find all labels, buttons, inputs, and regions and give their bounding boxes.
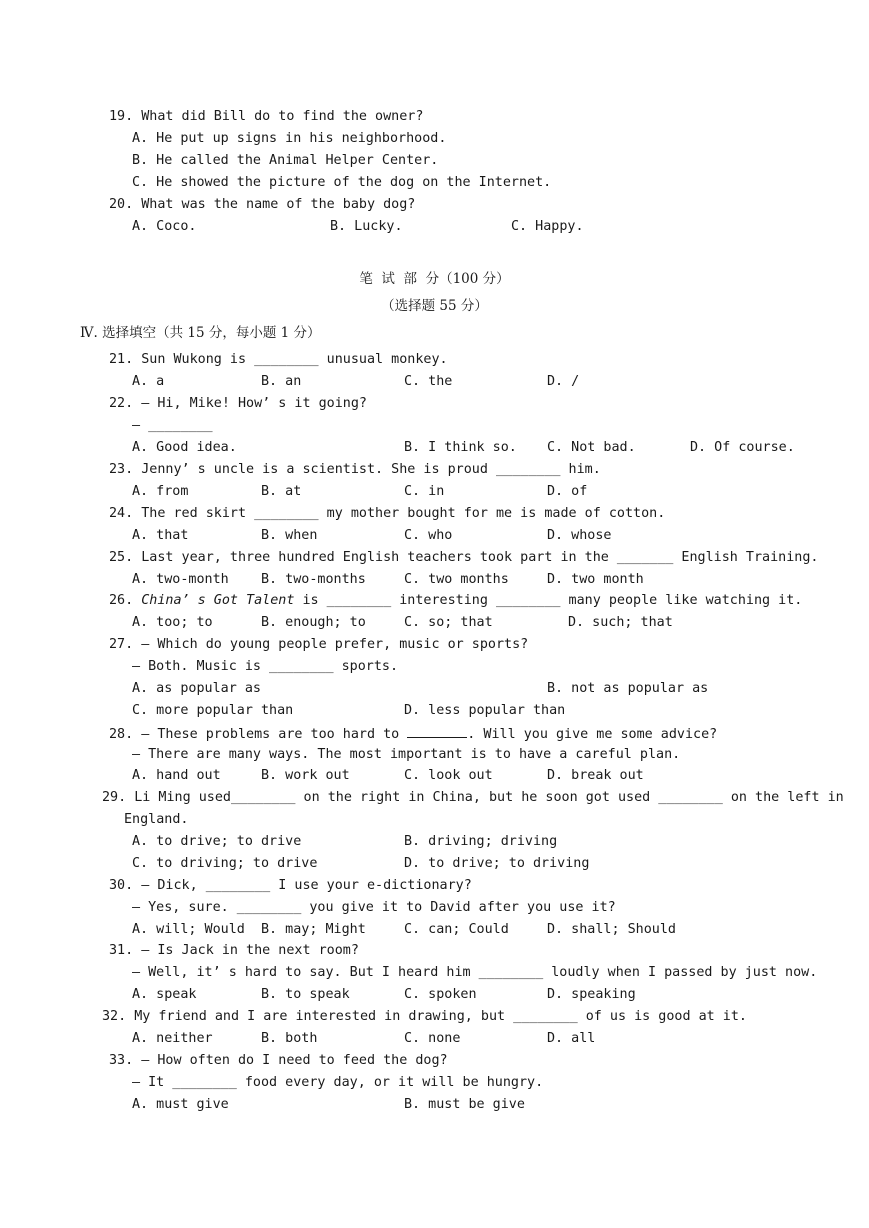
question-21-option-c: C. the [404, 374, 453, 389]
question-29-option-d: D. to drive; to driving [404, 856, 590, 871]
question-31-option-d: D. speaking [547, 987, 636, 1002]
question-26-option-c: C. so; that [404, 615, 493, 630]
question-31-stem: 31. — Is Jack in the next room? [109, 943, 359, 958]
question-20-option-b: B. Lucky. [330, 219, 403, 234]
question-26-show-title: China’ s Got Talent [141, 593, 295, 608]
question-22-answer-line: — ________ [132, 418, 213, 433]
question-26-option-d: D. such; that [568, 615, 673, 630]
question-30-option-b: B. may; Might [261, 922, 366, 937]
question-25-option-a: A. two-month [132, 572, 229, 587]
question-26-stem [109, 593, 802, 609]
question-30-stem: 30. — Dick, ________ I use your e-dictionary? [109, 878, 472, 893]
question-32-option-c: C. none [404, 1031, 461, 1046]
question-28-option-b: B. work out [261, 768, 350, 783]
question-32-stem: 32. My friend and I are interested in drawing, but ________ of us is good at it. [102, 1009, 747, 1024]
question-23-stem: 23. Jenny’ s uncle is a scientist. She is proud ________ him. [109, 462, 601, 477]
question-32-option-a: A. neither [132, 1031, 213, 1046]
question-31-option-c: C. spoken [404, 987, 477, 1002]
question-25-option-d: D. two month [547, 572, 644, 587]
question-33-stem: 33. — How often do I need to feed the dog? [109, 1053, 448, 1068]
question-20-stem: 20. What was the name of the baby dog? [109, 197, 416, 212]
question-24-stem: 24. The red skirt ________ my mother bought for me is made of cotton. [109, 506, 666, 521]
question-29-option-a: A. to drive; to drive [132, 834, 302, 849]
question-32-option-b: B. both [261, 1031, 318, 1046]
question-28-stem [109, 725, 717, 743]
question-25-option-c: C. two months [404, 572, 509, 587]
question-31-option-b: B. to speak [261, 987, 350, 1002]
question-26-stem-rest: is ________ interesting ________ many people like watching it. [302, 593, 803, 608]
question-23-option-c: C. in [404, 484, 445, 499]
question-26-number: 26. [109, 593, 134, 608]
question-19-stem: 19. What did Bill do to find the owner? [109, 109, 424, 124]
question-26-option-a: A. too; to [132, 615, 213, 630]
question-30-option-c: C. can; Could [404, 922, 509, 937]
question-23-option-b: B. at [261, 484, 302, 499]
question-24-option-c: C. who [404, 528, 453, 543]
question-24-option-a: A. that [132, 528, 189, 543]
question-22-option-a: A. Good idea. [132, 440, 237, 455]
question-27-option-d: D. less popular than [404, 703, 566, 718]
question-27-answer-line: — Both. Music is ________ sports. [132, 659, 399, 674]
question-28-stem-before: 28. — These problems are too hard to [109, 727, 400, 742]
question-32-option-d: D. all [547, 1031, 596, 1046]
question-19-option-c: C. He showed the picture of the dog on the Internet. [132, 175, 552, 190]
question-25-option-b: B. two-months [261, 572, 366, 587]
question-20-option-a: A. Coco. [132, 219, 197, 234]
question-21-stem: 21. Sun Wukong is ________ unusual monkey. [109, 352, 448, 367]
question-30-option-d: D. shall; Should [547, 922, 676, 937]
question-29-option-b: B. driving; driving [404, 834, 558, 849]
question-24-option-b: B. when [261, 528, 318, 543]
question-27-stem: 27. — Which do young people prefer, music or sports? [109, 637, 529, 652]
section-subtitle: （选择题 55 分） [381, 298, 488, 314]
question-28-blank [407, 725, 467, 738]
question-23-option-d: D. of [547, 484, 588, 499]
question-33-option-a: A. must give [132, 1097, 229, 1112]
question-26-option-b: B. enough; to [261, 615, 366, 630]
question-30-option-a: A. will; Would [132, 922, 245, 937]
question-22-option-c: C. Not bad. [547, 440, 636, 455]
question-24-option-d: D. whose [547, 528, 612, 543]
question-23-option-a: A. from [132, 484, 189, 499]
question-20-option-c: C. Happy. [511, 219, 584, 234]
question-28-answer-line: — There are many ways. The most important is to have a careful plan. [132, 747, 681, 762]
question-21-option-b: B. an [261, 374, 302, 389]
question-19-option-a: A. He put up signs in his neighborhood. [132, 131, 447, 146]
question-29-option-c: C. to driving; to drive [132, 856, 318, 871]
question-33-option-b: B. must be give [404, 1097, 525, 1112]
question-29-stem-continued: England. [124, 812, 189, 827]
question-27-option-a: A. as popular as [132, 681, 261, 696]
part-four-heading: Ⅳ. 选择填空（共 15 分，每小题 1 分） [80, 325, 321, 341]
question-30-answer-line: — Yes, sure. ________ you give it to David after you use it? [132, 900, 616, 915]
question-31-answer-line: — Well, it’ s hard to say. But I heard him ________ loudly when I passed by just now. [132, 965, 818, 980]
question-27-option-c: C. more popular than [132, 703, 294, 718]
question-22-option-d: D. Of course. [690, 440, 795, 455]
question-28-stem-after: . Will you give me some advice? [467, 727, 718, 742]
question-22-stem: 22. — Hi, Mike! How’ s it going? [109, 396, 367, 411]
section-title: 笔 试 部 分（100 分） [359, 271, 510, 287]
question-28-option-d: D. break out [547, 768, 644, 783]
question-28-option-a: A. hand out [132, 768, 221, 783]
question-21-option-d: D. / [547, 374, 580, 389]
question-33-answer-line: — It ________ food every day, or it will be hungry. [132, 1075, 544, 1090]
question-25-stem: 25. Last year, three hundred English teachers took part in the _______ English Training. [109, 550, 819, 565]
question-29-stem: 29. Li Ming used________ on the right in China, but he soon got used ________ on the left in [102, 790, 844, 805]
question-27-option-b: B. not as popular as [547, 681, 709, 696]
question-22-option-b: B. I think so. [404, 440, 517, 455]
question-21-option-a: A. a [132, 374, 165, 389]
question-31-option-a: A. speak [132, 987, 197, 1002]
question-19-option-b: B. He called the Animal Helper Center. [132, 153, 439, 168]
question-28-option-c: C. look out [404, 768, 493, 783]
